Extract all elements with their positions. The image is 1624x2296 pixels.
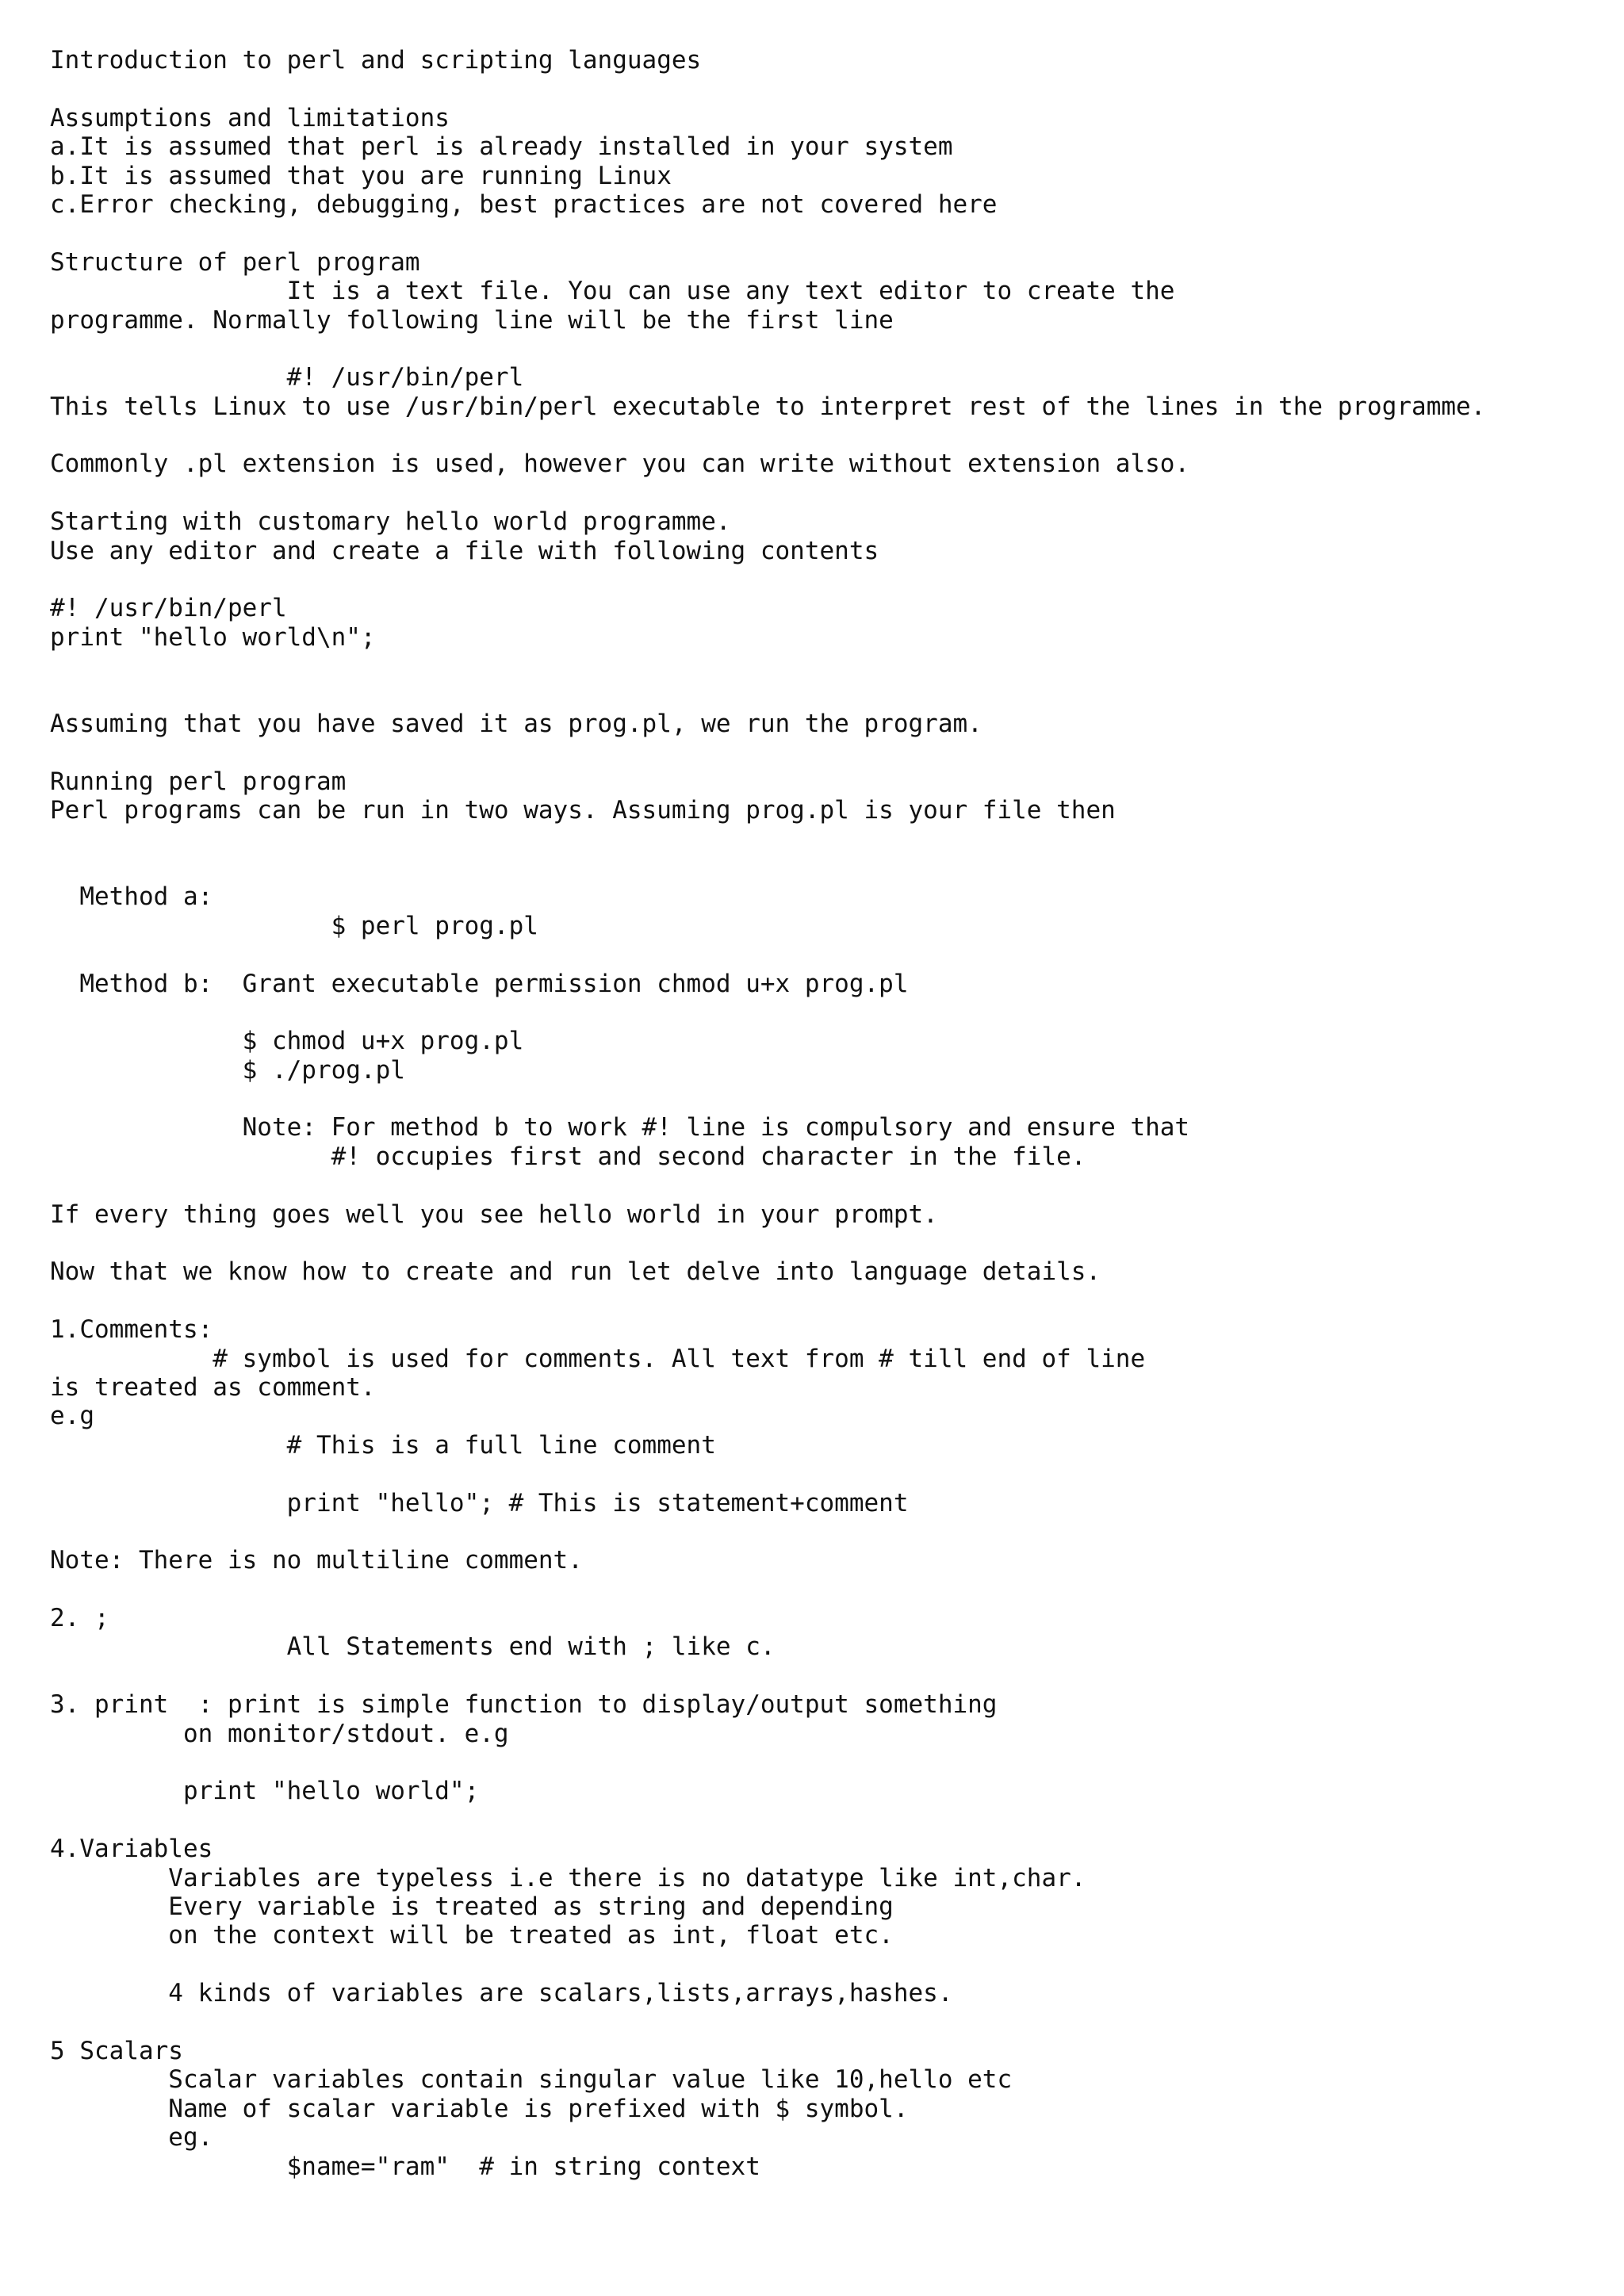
text-line: Method b: Grant executable permission chmod u+x prog.pl <box>50 969 909 998</box>
text-line <box>50 1460 1485 1488</box>
text-line: If every thing goes well you see hello world in your prompt. <box>50 1200 938 1229</box>
text-line <box>50 825 1485 854</box>
text-line: Every variable is treated as string and depending <box>50 1892 894 1921</box>
text-line <box>50 681 1485 710</box>
text-line: is treated as comment. <box>50 1372 376 1402</box>
text-line <box>50 1287 1485 1315</box>
text-line: Use any editor and create a file with following contents <box>50 536 879 565</box>
text-line: on monitor/stdout. e.g <box>50 1719 509 1748</box>
text-line: b.It is assumed that you are running Linux <box>50 161 672 190</box>
text-line <box>50 1517 1485 1546</box>
text-line: Assuming that you have saved it as prog.pl, we run the program. <box>50 709 982 738</box>
text-line <box>50 75 1485 103</box>
text-line: 4 kinds of variables are scalars,lists,arrays,hashes. <box>50 1979 953 2008</box>
text-line <box>50 998 1485 1027</box>
text-line: on the context will be treated as int, float etc. <box>50 1921 894 1950</box>
text-line: Scalar variables contain singular value like 10,hello etc <box>50 2065 1013 2095</box>
text-line: $ chmod u+x prog.pl <box>50 1027 524 1056</box>
text-line: 5 Scalars <box>50 2036 183 2065</box>
text-line: #! occupies first and second character in the file. <box>50 1142 1086 1171</box>
text-line: eg. <box>50 2123 213 2152</box>
text-line: Name of scalar variable is prefixed with $ symbol. <box>50 2094 909 2123</box>
text-line: c.Error checking, debugging, best practices are not covered here <box>50 189 998 219</box>
text-line: Running perl program <box>50 767 347 796</box>
text-line <box>50 1806 1485 1835</box>
text-line: Structure of perl program <box>50 247 420 277</box>
text-line <box>50 1950 1485 1979</box>
text-line: All Statements end with ; like c. <box>50 1632 776 1662</box>
text-line: a.It is assumed that perl is already installed in your system <box>50 132 953 162</box>
text-line: 2. ; <box>50 1604 109 1633</box>
text-line: #! /usr/bin/perl <box>50 363 524 392</box>
text-line <box>50 1171 1485 1200</box>
text-line: # symbol is used for comments. All text from # till end of line <box>50 1344 1146 1373</box>
text-line <box>50 2008 1485 2037</box>
text-line: Perl programs can be run in two ways. Assuming prog.pl is your file then <box>50 796 1116 825</box>
text-line <box>50 1229 1485 1257</box>
text-line: $name="ram" # in string context <box>50 2152 760 2181</box>
text-line: e.g <box>50 1402 94 1431</box>
text-line: Assumptions and limitations <box>50 103 450 132</box>
text-line: 3. print : print is simple function to display/output something <box>50 1690 998 1720</box>
text-line: Introduction to perl and scripting languages <box>50 46 702 75</box>
text-line: Note: There is no multiline comment. <box>50 1546 583 1575</box>
text-line <box>50 652 1485 680</box>
text-line: 1.Comments: <box>50 1315 213 1345</box>
text-line: Commonly .pl extension is used, however you can write without extension also. <box>50 450 1190 479</box>
text-line <box>50 940 1485 969</box>
text-line <box>50 1575 1485 1604</box>
text-line: It is a text file. You can use any text editor to create the <box>50 277 1175 306</box>
text-line: Variables are typeless i.e there is no datatype like int,char. <box>50 1863 1086 1892</box>
text-line <box>50 1748 1485 1777</box>
text-line <box>50 565 1485 594</box>
text-line <box>50 854 1485 882</box>
text-line: 4.Variables <box>50 1835 213 1864</box>
text-line: $ perl prog.pl <box>50 911 538 940</box>
text-line: programme. Normally following line will be the first line <box>50 305 894 335</box>
text-line: This tells Linux to use /usr/bin/perl executable to interpret rest of the lines in the programme. <box>50 392 1486 421</box>
text-line: Note: For method b to work #! line is compulsory and ensure that <box>50 1113 1190 1142</box>
text-line <box>50 219 1485 247</box>
text-line <box>50 421 1485 450</box>
text-line: #! /usr/bin/perl <box>50 594 287 623</box>
text-line: print "hello world"; <box>50 1777 480 1806</box>
text-line <box>50 479 1485 507</box>
text-line <box>50 1662 1485 1690</box>
text-line: # This is a full line comment <box>50 1430 716 1460</box>
text-line: Now that we know how to create and run let delve into language details. <box>50 1257 1101 1287</box>
text-line: $ ./prog.pl <box>50 1055 405 1085</box>
document-body <box>50 46 1485 2181</box>
text-line: Starting with customary hello world programme. <box>50 507 731 537</box>
text-line: print "hello world\n"; <box>50 622 376 652</box>
text-line: print "hello"; # This is statement+comment <box>50 1488 909 1517</box>
text-line <box>50 738 1485 767</box>
text-line <box>50 1085 1485 1113</box>
text-line: Method a: <box>50 882 213 912</box>
text-line <box>50 335 1485 363</box>
